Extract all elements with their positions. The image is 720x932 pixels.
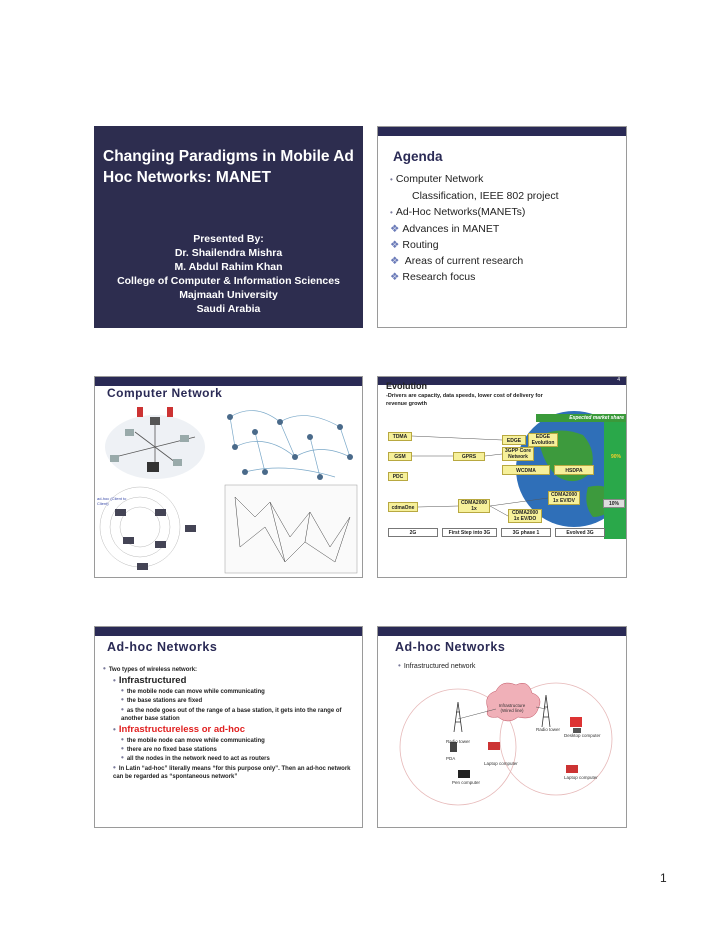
adhoc-point: • all the nodes in the network need to act as routers	[121, 753, 270, 763]
evolution-subtitle: -Drivers are capacity, data speeds, lower cost of delivery for revenue growth	[386, 393, 543, 407]
edge-box: EDGE	[502, 435, 526, 445]
minor-share-percent: 10%	[603, 499, 625, 508]
diamond-bullet-icon: ❖	[390, 255, 400, 267]
edge-evolution-box: EDGE Evolution	[528, 433, 558, 447]
infrastructured-bullet: • Infrastructured network	[398, 661, 476, 670]
cdma2000-evdv-box: CDMA2000 1x EV/DV	[548, 491, 580, 505]
graph-illustration	[225, 485, 357, 573]
evolution-title: Evolution	[386, 381, 427, 391]
tdma-box: TDMA	[388, 432, 412, 441]
cdmaone-box: cdmaOne	[388, 502, 418, 512]
slide-header-bar	[95, 627, 362, 636]
slide-title	[94, 126, 363, 328]
author-1: Dr. Shailendra Mishra	[174, 247, 283, 259]
agenda-item: ❖ Routing	[390, 239, 439, 251]
bullet-icon: •	[390, 175, 393, 184]
agenda-item: ❖ Areas of current research	[390, 255, 524, 267]
wcdma-box: WCDMA	[502, 465, 550, 475]
infrastructured-heading: • Infrastructured	[113, 675, 187, 687]
page-number: 1	[660, 871, 667, 885]
main-share-percent: 90%	[610, 454, 621, 460]
diamond-bullet-icon: ❖	[390, 239, 400, 251]
college-name: College of Computer & Information Sciences	[117, 275, 340, 287]
infrastructured-diagram	[378, 627, 627, 828]
phase-3g-phase-1: 3G phase 1	[501, 528, 551, 537]
phase-evolved-3g: Evolved 3G	[555, 528, 605, 537]
agenda-item: Classification, IEEE 802 project	[412, 190, 559, 202]
hsdpa-box: HSDPA	[554, 465, 594, 475]
agenda-item: ❖ Research focus	[390, 271, 476, 283]
laptop-label-2: Laptop computer	[564, 775, 598, 780]
cdma2000-evdo-box: CDMA2000 1x EV/DO	[508, 509, 542, 523]
pen-computer-label: Pen computer	[452, 780, 481, 785]
adhoc-title: Ad-hoc Networks	[107, 640, 218, 654]
slide-page-number: 4	[617, 377, 620, 383]
phase-first-step-3g: First Step into 3G	[442, 528, 497, 537]
bullet-icon: •	[390, 208, 393, 217]
author-2: M. Abdul Rahim Khan	[174, 261, 283, 273]
cloud-label: Infrastructure (Wired line)	[498, 703, 526, 713]
infra-point: • the mobile node can move while communicating	[121, 686, 265, 696]
university-name: Majmaah University	[179, 289, 278, 301]
agenda-item: • Computer Network	[390, 173, 484, 185]
computer-network-title: Computer Network	[107, 386, 223, 400]
gsm-box: GSM	[388, 452, 412, 461]
network-illustrations	[95, 377, 363, 578]
pdc-box: PDC	[388, 472, 408, 481]
slide-header-bar	[378, 127, 626, 136]
infra-point: • as the node goes out of the range of a base station, it gets into the range of another base station	[121, 704, 342, 722]
phase-2g: 2G	[388, 528, 438, 537]
title-slide-heading: Changing Paradigms in Mobile Ad Hoc Networks: MANET	[103, 148, 354, 186]
infrastructured-title: Ad-hoc Networks	[395, 640, 506, 654]
slide-computer-network	[94, 376, 363, 578]
mesh-illustration	[230, 411, 350, 477]
agenda-item: • Ad-Hoc Networks(MANETs)	[390, 206, 526, 218]
desktop-label: Desktop computer	[564, 733, 601, 738]
latin-note: • In Latin “ad-hoc” literally means “for this purpose only”. Then an ad-hoc network can be regarded as “spontaneous network”	[113, 762, 351, 780]
adhoc-content	[103, 665, 358, 781]
evolution-arrows	[378, 377, 627, 578]
radio-tower-left-label: Radio tower	[446, 739, 471, 744]
presenters-block	[95, 232, 362, 316]
agenda-title: Agenda	[393, 149, 443, 164]
presented-by-label: Presented By:	[193, 233, 264, 245]
radio-tower-right-label: Radio tower	[536, 727, 561, 732]
slide-evolution	[377, 376, 627, 578]
adhoc-diagram-label: ad-hoc (Client to Client)	[97, 496, 127, 506]
lan-illustration	[105, 407, 205, 479]
pda-label: PDA	[446, 756, 456, 761]
diamond-bullet-icon: ❖	[390, 271, 400, 283]
cdma2000-1x-box: CDMA2000 1x	[458, 499, 490, 513]
infra-point: • the base stations are fixed	[121, 695, 203, 705]
country-name: Saudi Arabia	[196, 303, 261, 315]
adhoc-heading: • Infrastructureless or ad-hoc	[113, 724, 245, 736]
slide-adhoc-types	[94, 626, 363, 828]
adhoc-point: • there are no fixed base stations	[121, 744, 217, 754]
intro-line: • Two types of wireless network:	[103, 664, 198, 673]
slide-agenda	[377, 126, 627, 328]
core-network-box: 3GPP Core Network	[502, 447, 534, 461]
laptop-label-1: Laptop computer	[484, 761, 518, 766]
agenda-item: ❖ Advances in MANET	[390, 223, 500, 235]
agenda-list	[390, 171, 559, 285]
market-share-label: Expected market share	[536, 414, 627, 422]
slide-infrastructured	[377, 626, 627, 828]
diamond-bullet-icon: ❖	[390, 223, 400, 235]
gprs-box: GPRS	[453, 452, 485, 461]
adhoc-point: • the mobile node can move while communicating	[121, 735, 265, 745]
